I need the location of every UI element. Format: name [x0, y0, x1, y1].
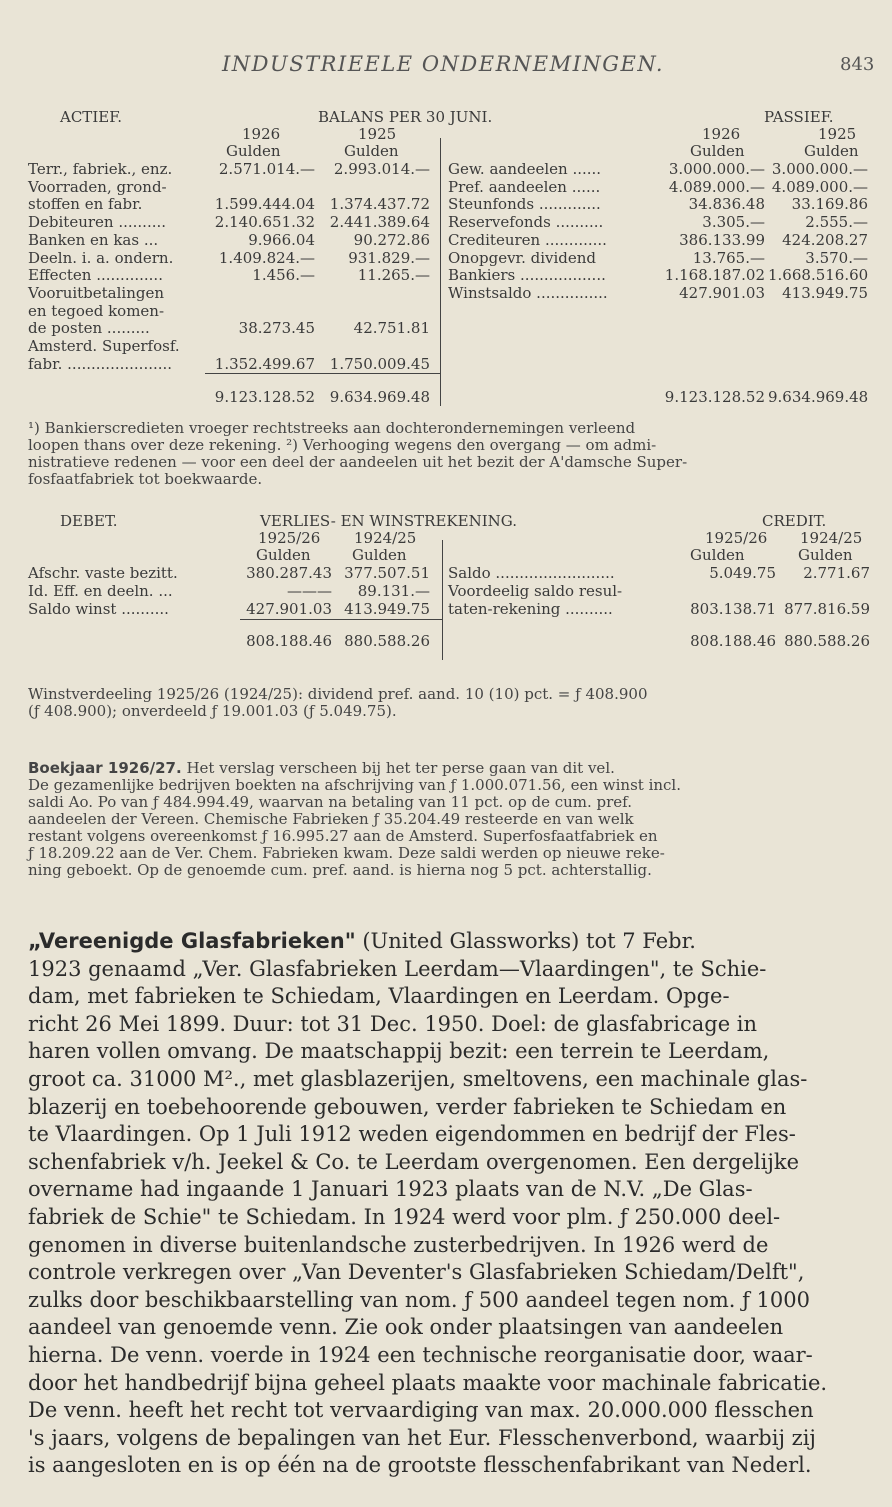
total-rule-left — [240, 619, 442, 620]
row-label: Terr., fabriek., enz. — [28, 160, 173, 178]
profit-distribution-note — [28, 686, 864, 720]
article-line: dam, met fabrieken te Schiedam, Vlaardingen en Leerdam. Opge- — [28, 984, 730, 1009]
value-1: 5.049.75 — [709, 564, 776, 582]
article-line: groot ca. 31000 M²., met glasblazerijen, smeltovens, een machinale glas- — [28, 1066, 808, 1091]
winst-total-right-1: 808.188.46 — [690, 632, 776, 650]
article-lines — [28, 956, 864, 1480]
article-line: door het handbedrijf bijna geheel plaats maakte voor machinale fabricatie. — [28, 1370, 828, 1395]
debet-label: DEBET. — [60, 512, 118, 530]
footnote-line: loopen thans over deze rekening. ²) Verhooging wegens den overgang — om admi- — [28, 436, 657, 454]
col-unit: Gulden — [344, 142, 399, 160]
table-row — [0, 355, 892, 375]
balance-footnote — [28, 420, 864, 488]
col-unit: Gulden — [690, 546, 745, 564]
note-line: (ƒ 408.900); onverdeeld ƒ 19.001.03 (ƒ 5.049.75). — [28, 702, 397, 720]
article-line: blazerij en toebehoorende gebouwen, verder fabrieken te Schiedam en — [28, 1094, 787, 1119]
note-line — [28, 760, 864, 777]
footnote-line: ¹) Bankierscredieten vroeger rechtstreeks aan dochterondernemingen verleend — [28, 419, 636, 437]
company-name: „Vereenigde Glasfabrieken" — [28, 929, 356, 953]
col-unit: Gulden — [226, 142, 281, 160]
value-1925: 3.000.000.— — [771, 160, 868, 178]
value-1925: 90.272.86 — [353, 230, 430, 249]
value-1926: 1.409.824.— — [218, 248, 315, 267]
value-1926: 1.352.499.67 — [214, 354, 315, 373]
value-1925: 931.829.— — [348, 248, 430, 267]
value-1925: 11.265.— — [357, 266, 430, 285]
value-1925: 1.750.009.45 — [329, 354, 430, 373]
value-1925: 2.993.014.— — [333, 160, 430, 178]
col-unit: Gulden — [690, 142, 745, 160]
winst-total-left-2: 880.588.26 — [344, 632, 430, 650]
value-1925: 42.751.81 — [353, 319, 430, 338]
running-title: INDUSTRIEELE ONDERNEMINGEN. — [222, 52, 665, 76]
page-number: 843 — [840, 54, 875, 75]
value-1926: 3.305.— — [702, 213, 765, 232]
value-1925: 1.668.516.60 — [768, 266, 869, 285]
footnote-line: fosfaatfabriek tot boekwaarde. — [28, 470, 263, 488]
value-1926: 4.089.000.— — [668, 177, 765, 196]
article-line: is aangesloten en is op één na de grootste flesschenfabrikant van Nederl. — [28, 1453, 812, 1478]
row-label: Saldo winst .......... — [28, 600, 169, 618]
value-1: 380.287.43 — [246, 564, 332, 582]
row-label: de posten ......... — [28, 319, 150, 338]
article-line: hierna. De venn. voerde in 1924 een technische reorganisatie door, waar- — [28, 1342, 813, 1367]
value-1925: 2.555.— — [805, 213, 868, 232]
row-label: stoffen en fabr. — [28, 195, 143, 214]
row-label: Debiteuren .......... — [28, 213, 167, 232]
article-line: controle verkregen over „Van Deventer's Glasfabrieken Schiedam/Delft", — [28, 1260, 805, 1285]
row-label: Onopgevr. dividend — [448, 248, 597, 267]
value-1926: 1.456.— — [252, 266, 315, 285]
row-label: Amsterd. Superfosf. — [28, 337, 180, 355]
credit-label: CREDIT. — [762, 512, 827, 530]
article-line-text: (United Glassworks) tot 7 Febr. — [355, 929, 696, 953]
value-2: 377.507.51 — [344, 564, 430, 582]
article-line: 's jaars, volgens de bepalingen van het Eur. Flesschenverbond, waarbij zij — [28, 1425, 816, 1450]
boekjaar-heading: Boekjaar 1926/27. — [28, 759, 182, 777]
center-divider — [440, 138, 441, 406]
row-label: Bankiers .................. — [448, 266, 606, 285]
table-row — [0, 564, 892, 584]
value-1926: 38.273.45 — [238, 319, 315, 338]
row-label: Banken en kas ... — [28, 230, 159, 249]
article-line: 1923 genaamd „Ver. Glasfabrieken Leerdam—Vlaardingen", te Schie- — [28, 956, 767, 981]
table-row — [0, 582, 892, 602]
article-line: te Vlaardingen. Op 1 Juli 1912 weden eigendommen en bedrijf der Fles- — [28, 1122, 796, 1147]
value-1925: 424.208.27 — [782, 230, 868, 249]
note-line: ning geboekt. Op de genoemde cum. pref. aand. is hierna nog 5 pct. achterstallig. — [28, 861, 652, 879]
row-label: Steunfonds ............. — [448, 195, 601, 214]
col-unit: Gulden — [256, 546, 311, 564]
value-1925: 2.441.389.64 — [329, 213, 430, 232]
article-line: haren vollen omvang. De maatschappij bezit: een terrein te Leerdam, — [28, 1039, 770, 1064]
note-line: ƒ 18.209.22 aan de Ver. Chem. Fabrieken kwam. Deze saldi werden op nieuwe reke- — [28, 844, 665, 862]
article-line: De venn. heeft het recht tot vervaardiging van max. 20.000.000 flesschen — [28, 1398, 814, 1423]
total-right-1925: 9.634.969.48 — [768, 388, 869, 406]
value-1926: 1.168.187.02 — [664, 266, 765, 285]
article-line: schenfabriek v/h. Jeekel & Co. te Leerdam overgenomen. Een dergelijke — [28, 1149, 800, 1174]
note-line: De gezamenlijke bedrijven boekten na afschrijving van ƒ 1.000.071.56, een winst incl. — [28, 776, 681, 794]
value-1: ——— — [287, 582, 332, 600]
passief-label: PASSIEF. — [764, 108, 834, 126]
value-2: 877.816.59 — [784, 600, 870, 618]
col-year-1925-right: 1925 — [818, 125, 857, 143]
note-line-text: Het verslag verscheen bij het ter perse gaan van dit vel. — [181, 759, 615, 777]
article-line: aandeel van genoemde venn. Zie ook onder plaatsingen van aandeelen — [28, 1315, 784, 1340]
value-1926: 386.133.99 — [679, 230, 765, 249]
balans-title: BALANS PER 30 JUNI. — [318, 108, 493, 126]
row-label: Voordeelig saldo resul- — [448, 582, 623, 600]
value-1925: 413.949.75 — [782, 283, 868, 302]
row-label: Deeln. i. a. ondern. — [28, 248, 174, 267]
row-label: Vooruitbetalingen — [28, 283, 165, 302]
table-row — [0, 284, 892, 304]
value-1926: 34.836.48 — [688, 195, 765, 214]
value-1925: 3.570.— — [805, 248, 868, 267]
row-label: Effecten .............. — [28, 266, 163, 285]
article-line: zulks door beschikbaarstelling van nom. ƒ 500 aandeel tegen nom. ƒ 1000 — [28, 1287, 810, 1312]
value-1925: 33.169.86 — [791, 195, 868, 214]
balance-sheet-table — [0, 108, 892, 408]
row-label: Gew. aandeelen ...... — [448, 160, 602, 178]
col-year: 1924/25 — [354, 529, 417, 547]
value-2: 413.949.75 — [344, 600, 430, 618]
row-label: Afschr. vaste bezitt. — [28, 564, 178, 582]
winst-total-left-1: 808.188.46 — [246, 632, 332, 650]
col-unit: Gulden — [804, 142, 859, 160]
value-1926: 2.140.651.32 — [214, 213, 315, 232]
footnote-line: nistratieve redenen — voor een deel der aandeelen uit het bezit der A'damsche Super- — [28, 453, 688, 471]
value-1925: 4.089.000.— — [771, 177, 868, 196]
value-2: 89.131.— — [357, 582, 430, 600]
total-left-1925: 9.634.969.48 — [329, 388, 430, 406]
article-line: fabriek de Schie" te Schiedam. In 1924 werd voor plm. ƒ 250.000 deel- — [28, 1204, 781, 1229]
table-row — [0, 600, 892, 620]
total-right-1926: 9.123.128.52 — [664, 388, 765, 406]
note-line: saldi Ao. Po van ƒ 484.994.49, waarvan na betaling van 11 pct. op de cum. pref. — [28, 793, 632, 811]
row-label: Winstsaldo ............... — [448, 283, 608, 302]
winst-total-right-2: 880.588.26 — [784, 632, 870, 650]
value-1926: 427.901.03 — [679, 283, 765, 302]
row-label: Voorraden, grond- — [28, 177, 167, 196]
col-year-1926: 1926 — [242, 125, 281, 143]
value-1925: 1.374.437.72 — [329, 195, 430, 214]
value-2: 2.771.67 — [803, 564, 870, 582]
value-1926: 13.765.— — [692, 248, 765, 267]
total-left-1926: 9.123.128.52 — [214, 388, 315, 406]
note-line: Winstverdeeling 1925/26 (1924/25): dividend pref. aand. 10 (10) pct. = ƒ 408.900 — [28, 685, 648, 703]
boekjaar-section — [28, 760, 864, 879]
article-glasfabrieken — [28, 928, 864, 1480]
col-year-1926-right: 1926 — [702, 125, 741, 143]
article-line: richt 26 Mei 1899. Duur: tot 31 Dec. 1950. Doel: de glasfabricage in — [28, 1011, 758, 1036]
value-1926: 1.599.444.04 — [214, 195, 315, 214]
row-label: taten-rekening .......... — [448, 600, 613, 618]
page-header — [0, 52, 892, 82]
article-line: genomen in diverse buitenlandsche zusterbedrijven. In 1926 werd de — [28, 1232, 769, 1257]
value-1: 803.138.71 — [690, 600, 776, 618]
row-label: fabr. ...................... — [28, 354, 173, 373]
value-1: 427.901.03 — [246, 600, 332, 618]
row-label: Pref. aandeelen ...... — [448, 177, 601, 196]
row-label: Saldo ......................... — [448, 564, 615, 582]
col-unit: Gulden — [798, 546, 853, 564]
row-label: Reservefonds .......... — [448, 213, 604, 232]
note-line: restant volgens overeenkomst ƒ 16.995.27 aan de Amsterd. Superfosfaatfabriek en — [28, 827, 658, 845]
row-label: en tegoed komen- — [28, 301, 165, 320]
profit-loss-table — [0, 512, 892, 662]
col-year: 1925/26 — [258, 529, 321, 547]
value-1926: 3.000.000.— — [668, 160, 765, 178]
winst-title: VERLIES- EN WINSTREKENING. — [260, 512, 517, 530]
col-year: 1925/26 — [705, 529, 768, 547]
actief-label: ACTIEF. — [60, 108, 123, 126]
article-line: overname had ingaande 1 Januari 1923 plaats van de N.V. „De Glas- — [28, 1177, 753, 1202]
value-1926: 2.571.014.— — [218, 160, 315, 178]
row-label: Crediteuren ............. — [448, 230, 607, 249]
note-line: aandeelen der Vereen. Chemische Fabrieken ƒ 35.204.49 resteerde en van welk — [28, 810, 634, 828]
col-year-1925: 1925 — [358, 125, 397, 143]
article-line — [28, 928, 864, 956]
col-year: 1924/25 — [800, 529, 863, 547]
row-label: Id. Eff. en deeln. ... — [28, 582, 173, 600]
total-rule-left — [205, 373, 440, 374]
value-1926: 9.966.04 — [248, 230, 315, 249]
col-unit: Gulden — [352, 546, 407, 564]
